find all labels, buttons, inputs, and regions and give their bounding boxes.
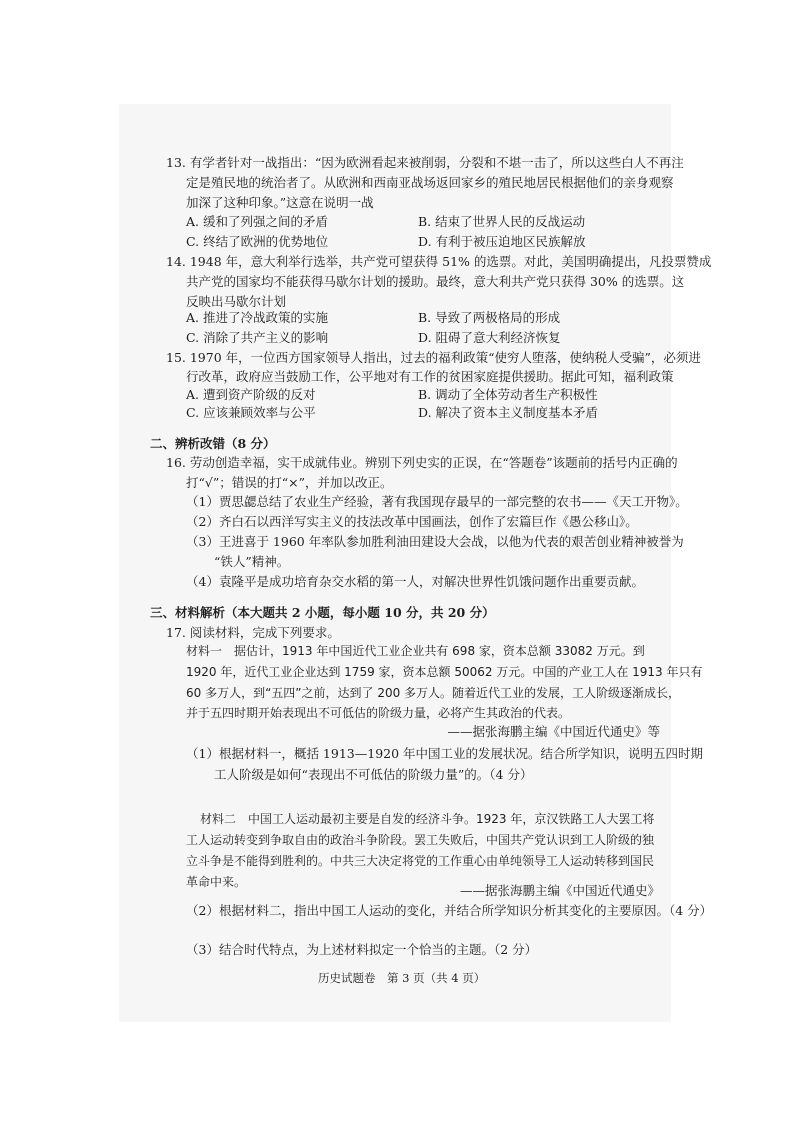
q13-option-d: D. 有利于被压迫地区民族解放 xyxy=(418,234,586,249)
material-2-line: 立斗争是不能得到胜利的。中共三大决定将党的工作重心由单纯领导工人运动转移到国民 xyxy=(186,854,655,868)
q16-item-1: （1）贾思勰总结了农业生产经验，著有我国现存最早的一部完整的农书——《天工开物》。 xyxy=(186,494,688,509)
q17-intro: 17. 阅读材料，完成下列要求。 xyxy=(166,625,340,640)
material-2-line: 革命中来。 xyxy=(186,875,247,889)
page-footer: 历史试题卷 第 3 页（共 4 页） xyxy=(318,971,486,985)
section-2-title: 二、辨析改错（8 分） xyxy=(150,436,276,451)
q13-stem-line: 定是殖民地的统治者了。从欧洲和西南亚战场返回家乡的殖民地居民根据他们的亲身观察 xyxy=(186,175,674,190)
q13-stem-line: 加深了这种印象。”这意在说明一战 xyxy=(186,195,374,210)
q15-option-a: A. 遭到资产阶级的反对 xyxy=(186,387,316,402)
q16-item-2: （2）齐白石以西洋写实主义的技法改革中国画法，创作了宏篇巨作《愚公移山》。 xyxy=(186,514,638,529)
material-1-line: 材料一 据估计，1913 年中国近代工业企业共有 698 家，资本总额 33082 万元。到 xyxy=(186,644,645,658)
q15-stem-line: 行改革，政府应当鼓励工作，公平地对有工作的贫困家庭提供援助。据此可知，福利政策 xyxy=(186,369,674,384)
material-2-line: 材料二 中国工人运动最初主要是自发的经济斗争。1923 年，京汉铁路工人大罢工将 xyxy=(200,812,655,826)
q17-req-3: （3）结合时代特点，为上述材料拟定一个恰当的主题。（2 分） xyxy=(186,942,538,957)
q16-stem-line: 打“√”；错误的打“×”，并加以改正。 xyxy=(186,475,393,490)
q14-stem-line: 14. 1948 年，意大利举行选举，共产党可望获得 51% 的选票。对此，美国明确提出，凡投票赞成 xyxy=(166,254,712,269)
section-3-title: 三、材料解析（本大题共 2 小题，每小题 10 分，共 20 分） xyxy=(150,605,495,620)
q14-option-c: C. 消除了共产主义的影响 xyxy=(186,330,329,345)
material-1-line: 并于五四时期开始表现出不可低估的阶级力量，必将产生其政治的代表。 xyxy=(186,706,571,720)
q14-option-b: B. 导致了两极格局的形成 xyxy=(418,310,561,325)
q14-stem-line: 共产党的国家均不能获得马歇尔计划的援助。最终，意大利共产党只获得 30% 的选票。这 xyxy=(186,274,685,289)
q13-option-b: B. 结束了世界人民的反战运动 xyxy=(418,214,586,229)
q16-item-4: （4）袁隆平是成功培育杂交水稻的第一人，对解决世界性饥饿问题作出重要贡献。 xyxy=(186,574,644,589)
q14-option-d: D. 阻碍了意大利经济恢复 xyxy=(418,330,561,345)
q17-req-1-cont: 工人阶级是如何“表现出不可低估的阶级力量”的。（4 分） xyxy=(214,767,533,782)
q15-option-b: B. 调动了全体劳动者生产积极性 xyxy=(418,387,598,402)
q14-option-a: A. 推进了冷战政策的实施 xyxy=(186,310,328,325)
q14-stem-line: 反映出马歇尔计划 xyxy=(186,294,287,309)
q13-option-c: C. 终结了欧洲的优势地位 xyxy=(186,234,329,249)
q13-stem-line: 13. 有学者针对一战指出：“因为欧洲看起来被削弱，分裂和不堪一击了，所以这些白人不再注 xyxy=(166,155,684,170)
q17-req-2: （2）根据材料二，指出中国工人运动的变化，并结合所学知识分析其变化的主要原因。（4 分） xyxy=(186,903,713,918)
material-1-line: 60 多万人，到“五四”之前，达到了 200 多万人。随着近代工业的发展，工人阶级逐渐成长， xyxy=(186,686,681,700)
q13-option-a: A. 缓和了列强之间的矛盾 xyxy=(186,214,328,229)
material-1-source: ——据张海鹏主编《中国近代通史》等 xyxy=(447,724,660,739)
material-1-line: 1920 年，近代工业企业达到 1759 家，资本总额 50062 万元。中国的产业工人在 1913 年只有 xyxy=(186,665,703,679)
q15-option-c: C. 应该兼顾效率与公平 xyxy=(186,405,316,420)
material-2-line: 工人运动转变到争取自由的政治斗争阶段。罢工失败后，中国共产党认识到工人阶级的独 xyxy=(186,833,655,847)
q16-stem-line: 16. 劳动创造幸福，实干成就伟业。辨别下列史实的正误，在“答题卷”该题前的括号内正确的 xyxy=(166,455,678,470)
q16-item-3-cont: “铁人”精神。 xyxy=(214,554,290,569)
material-2-source: ——据张海鹏主编《中国近代通史》 xyxy=(459,883,660,898)
q17-req-1: （1）根据材料一，概括 1913—1920 年中国工业的发展状况。结合所学知识，说明五四时期 xyxy=(186,746,704,761)
q15-option-d: D. 解决了资本主义制度基本矛盾 xyxy=(418,405,599,420)
q15-stem-line: 15. 1970 年，一位西方国家领导人指出，过去的福利政策“使穷人堕落，使纳税人受骗”，必须进 xyxy=(166,350,701,365)
q16-item-3: （3）王进喜于 1960 年率队参加胜利油田建设大会战，以他为代表的艰苦创业精神被誉为 xyxy=(186,534,684,549)
